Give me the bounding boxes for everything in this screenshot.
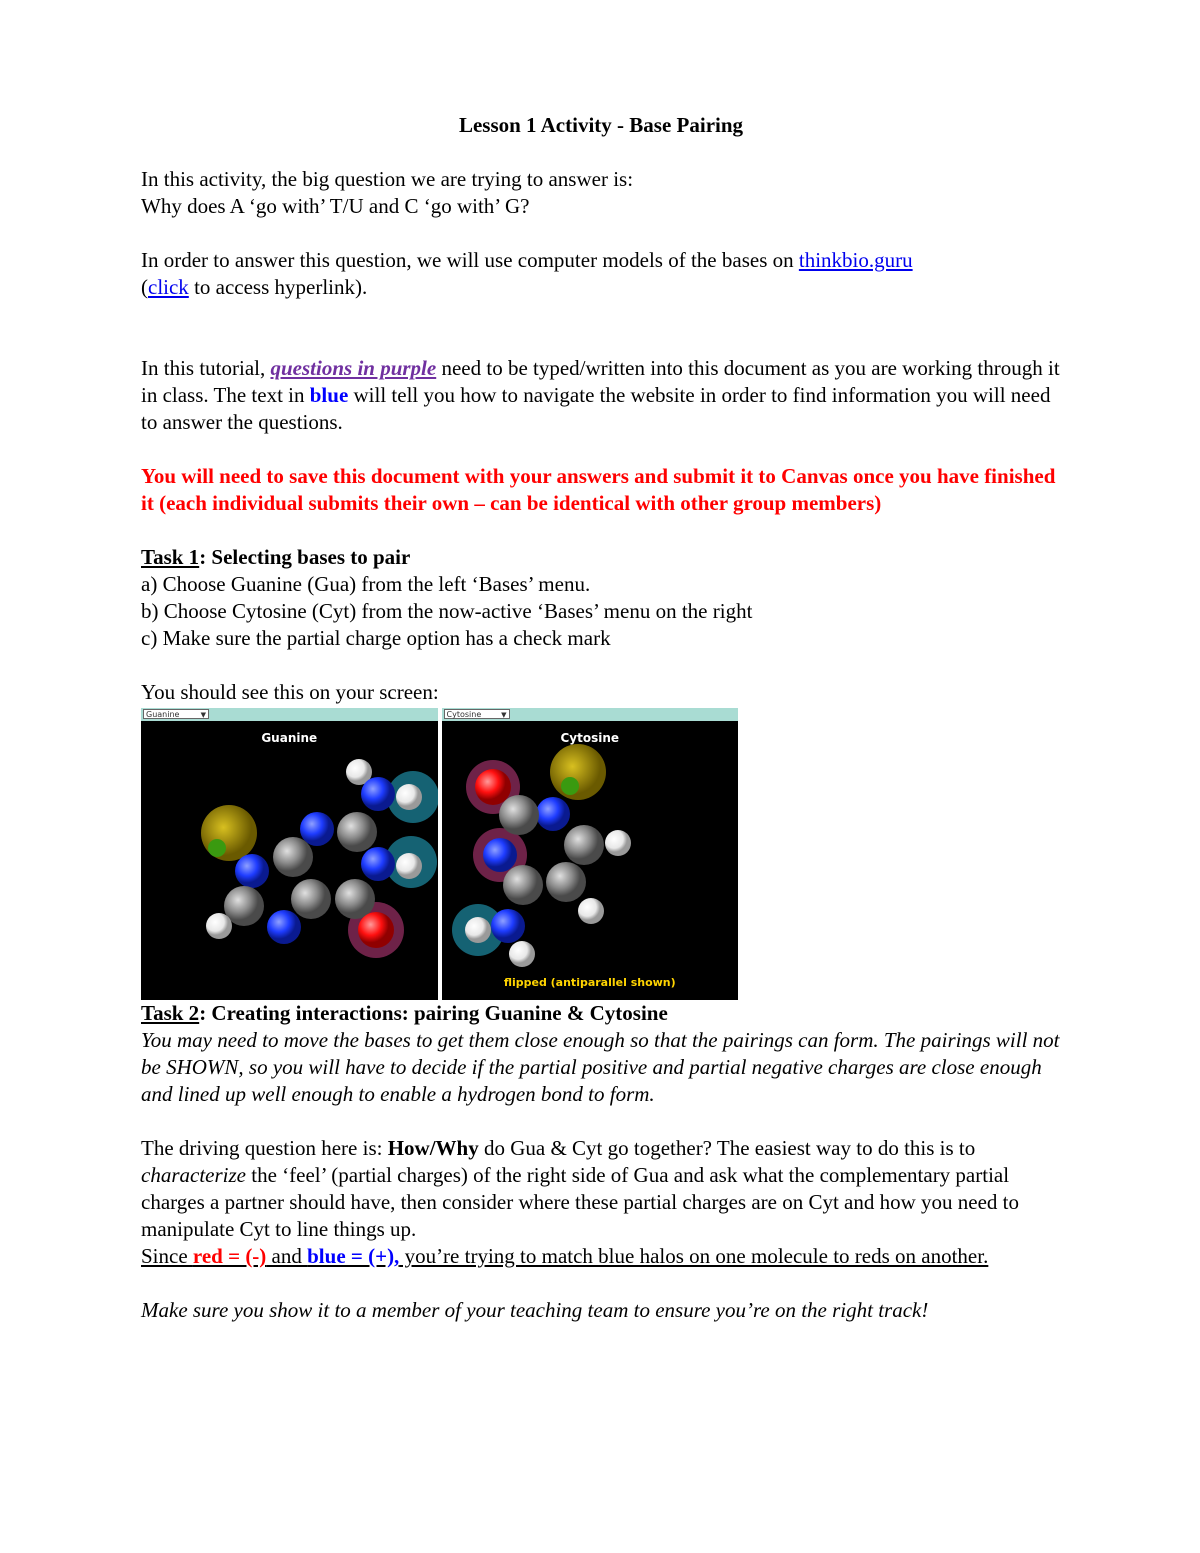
task2-heading: Task 2: Creating interactions: pairing Guanine & Cytosine — [141, 1001, 668, 1025]
purple-highlight: questions in purple — [270, 356, 437, 380]
cytosine-title: Cytosine — [560, 731, 620, 745]
task1-step-a: a) Choose Guanine (Gua) from the left ‘Bases’ menu. — [141, 572, 591, 596]
guanine-panel — [141, 708, 438, 1000]
cytosine-molecule — [442, 708, 739, 1000]
thinkbio-link[interactable]: thinkbio.guru — [798, 248, 913, 272]
base-models-screenshot — [141, 708, 738, 1000]
task1-see-screen: You should see this on your screen: — [141, 680, 439, 704]
page-title: Lesson 1 Activity - Base Pairing — [458, 113, 744, 137]
models-paragraph: In order to answer this question, we will use computer models of the bases on thinkbio.guru (click to access hyperlink). — [141, 248, 913, 299]
task2-instructions: You may need to move the bases to get them close enough so that the pairings can form. The pairings will not be SHOWN, so you will have to decide if the partial positive and partial negative charges are close enough and lined up well enough to enable a hydrogen bond to form. — [141, 1028, 1060, 1106]
left-bases-select[interactable]: Guanine ▼ — [143, 709, 209, 719]
task1-step-b: b) Choose Cytosine (Cyt) from the now-active ‘Bases’ menu on the right — [141, 599, 753, 623]
click-link[interactable]: click — [148, 275, 189, 299]
final-note: Make sure you show it to a member of your teaching team to ensure you’re on the right track! — [141, 1298, 929, 1322]
cytosine-panel — [442, 708, 739, 1000]
intro-line-2: Why does A ‘go with’ T/U and C ‘go with’ G? — [141, 194, 530, 218]
task1-step-c: c) Make sure the partial charge option has a check mark — [141, 626, 611, 650]
submission-warning: You will need to save this document with your answers and submit it to Canvas once you have finished it (each individual submits their own – can be identical with other group members) — [141, 464, 1056, 515]
task1-heading: Task 1: Selecting bases to pair — [141, 545, 411, 569]
tutorial-paragraph: In this tutorial, questions in purple need to be typed/written into this document as you are working through it in class. The text in blue will tell you how to navigate the website in order to find information you will need to answer the questions. — [141, 356, 1060, 434]
guanine-molecule — [141, 708, 438, 1000]
blue-highlight: blue — [309, 383, 349, 407]
document-page — [141, 112, 1061, 1324]
driving-question: The driving question here is: How/Why do Gua & Cyt go together? The easiest way to do this is to characterize the ‘feel’ (partial charges) of the right side of Gua and ask what the complementary partial charges a partner should have, then consider where these partial charges are on Cyt and how you need to manipulate Cyt to line things up. — [141, 1136, 1020, 1241]
right-bases-select[interactable]: Cytosine ▼ — [444, 709, 510, 719]
charge-key: Since red = (-) and blue = (+), you’re trying to match blue halos on one molecule to reds on another. — [141, 1244, 989, 1268]
flipped-label: flipped (antiparallel shown) — [503, 976, 676, 989]
guanine-title: Guanine — [261, 731, 318, 745]
intro-line-1: In this activity, the big question we are trying to answer is: — [141, 167, 634, 191]
